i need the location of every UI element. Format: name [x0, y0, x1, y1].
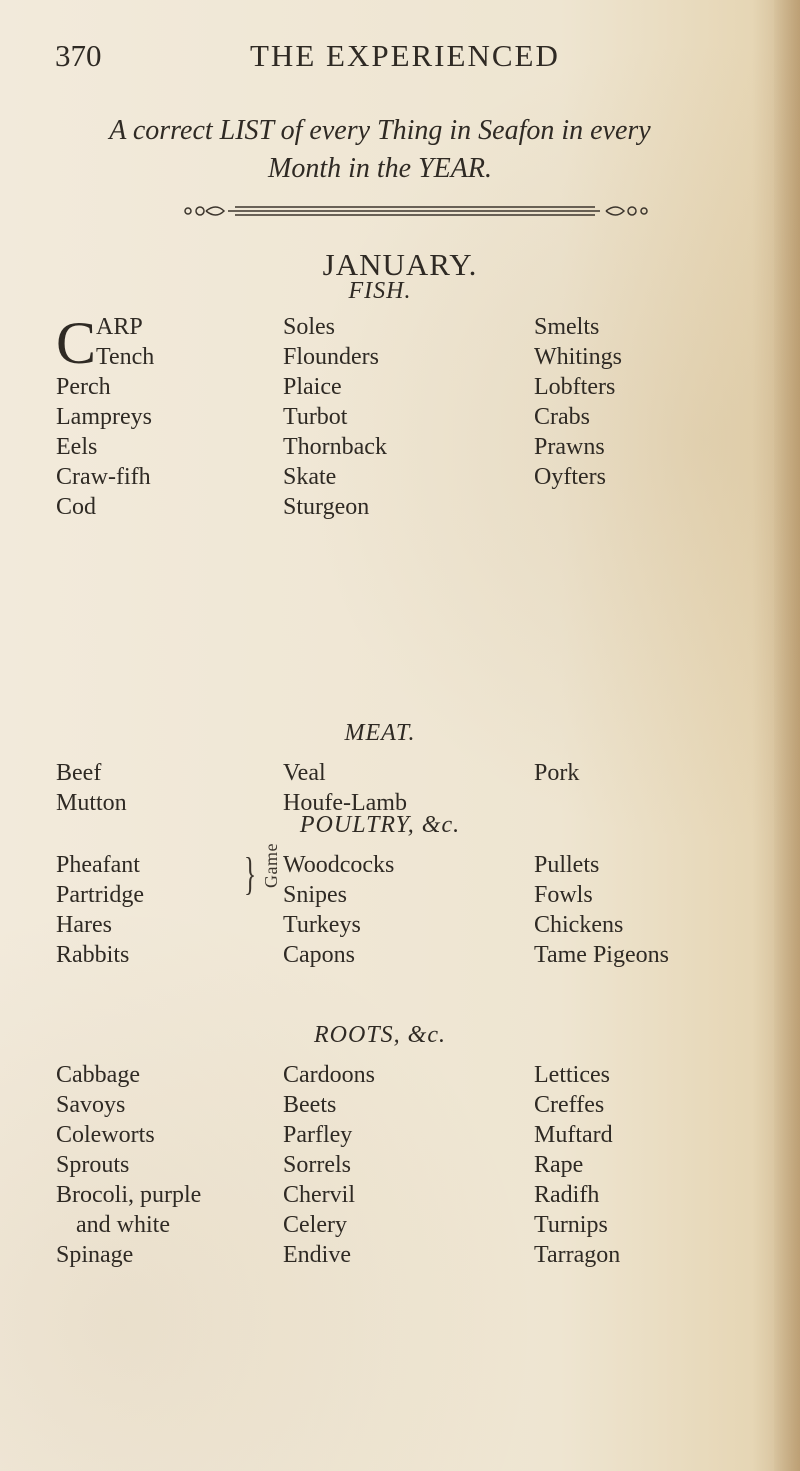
- fish-item: Sturgeon: [283, 494, 370, 520]
- roots-heading: ROOTS, &c.: [314, 1022, 446, 1048]
- meat-row: [0, 758, 800, 788]
- roots-row: [0, 1240, 800, 1270]
- running-title: THE EXPERIENCED: [250, 38, 560, 73]
- fish-item: Smelts: [534, 314, 600, 340]
- fish-item: Flounders: [283, 344, 379, 370]
- roots-item: Turnips: [534, 1212, 608, 1238]
- list-title-line-2: Month in the YEAR.: [268, 153, 492, 184]
- roots-row: [0, 1210, 800, 1240]
- poultry-item: Capons: [283, 942, 355, 968]
- poultry-row: [0, 940, 800, 970]
- roots-item: Spinage: [56, 1242, 134, 1268]
- roots-item: Endive: [283, 1242, 351, 1268]
- fish-row: [0, 342, 800, 372]
- roots-list: [0, 1060, 800, 1270]
- roots-item: Muftard: [534, 1122, 613, 1148]
- meat-list: [0, 758, 800, 818]
- fish-item: Skate: [283, 464, 337, 490]
- decorative-rule: [170, 199, 660, 223]
- fish-row: [0, 372, 800, 402]
- roots-item: Savoys: [56, 1092, 126, 1118]
- poultry-item: Fowls: [534, 882, 593, 908]
- fish-item: Thornback: [283, 434, 387, 460]
- meat-item: Beef: [56, 760, 102, 786]
- roots-item: Brocoli, purple: [56, 1182, 202, 1208]
- poultry-item: Pheafant: [56, 852, 140, 878]
- roots-item: Rape: [534, 1152, 584, 1178]
- game-bracket: }: [244, 848, 257, 899]
- poultry-row: [0, 850, 800, 880]
- fish-item: Tench: [96, 344, 155, 370]
- poultry-row: [0, 910, 800, 940]
- roots-row: [0, 1090, 800, 1120]
- fish-item: Turbot: [283, 404, 348, 430]
- poultry-item: Hares: [56, 912, 112, 938]
- fish-list: [0, 310, 800, 376]
- fish-heading: FISH.: [348, 278, 412, 304]
- roots-row: [0, 1060, 800, 1090]
- roots-item: and white: [76, 1212, 170, 1238]
- fish-row: [0, 432, 800, 462]
- fish-item: Plaice: [283, 374, 342, 400]
- roots-item: Sprouts: [56, 1152, 130, 1178]
- fish-row: [0, 462, 800, 492]
- fish-item: Craw-fifh: [56, 464, 151, 490]
- fish-row: [0, 492, 800, 522]
- poultry-list: [0, 850, 800, 970]
- poultry-item: Woodcocks: [283, 852, 395, 878]
- roots-item: Beets: [283, 1092, 337, 1118]
- poultry-item: Rabbits: [56, 942, 130, 968]
- poultry-item: Turkeys: [283, 912, 361, 938]
- fish-item: Soles: [283, 314, 336, 340]
- month-heading: JANUARY.: [322, 247, 478, 282]
- page-number: 370: [55, 38, 102, 73]
- roots-item: Celery: [283, 1212, 347, 1238]
- meat-item: Veal: [283, 760, 326, 786]
- roots-item: Radifh: [534, 1182, 600, 1208]
- poultry-item: Snipes: [283, 882, 348, 908]
- meat-item: Pork: [534, 760, 580, 786]
- roots-item: Cabbage: [56, 1062, 140, 1088]
- list-title-line-1: A correct LIST of every Thing in Seafon in every: [109, 115, 651, 146]
- roots-item: Coleworts: [56, 1122, 155, 1148]
- meat-heading: MEAT.: [344, 720, 416, 746]
- fish-item: Crabs: [534, 404, 590, 430]
- roots-item: Tarragon: [534, 1242, 621, 1268]
- fish-row: [0, 312, 800, 342]
- poultry-row: [0, 880, 800, 910]
- fish-row: [0, 402, 800, 432]
- fish-item: Prawns: [534, 434, 605, 460]
- roots-item: Lettices: [534, 1062, 610, 1088]
- roots-item: Chervil: [283, 1182, 355, 1208]
- fish-item: Perch: [56, 374, 111, 400]
- meat-item: Mutton: [56, 790, 127, 816]
- roots-item: Parfley: [283, 1122, 353, 1148]
- poultry-item: Tame Pigeons: [534, 942, 669, 968]
- roots-item: Sorrels: [283, 1152, 351, 1178]
- fish-item: ARP: [96, 314, 143, 340]
- roots-row: [0, 1150, 800, 1180]
- fish-item: Cod: [56, 494, 97, 520]
- roots-row: [0, 1180, 800, 1210]
- poultry-heading: POULTRY, &c.: [299, 812, 461, 838]
- poultry-item: Partridge: [56, 882, 144, 908]
- list-title: [0, 112, 760, 188]
- fish-item: Lampreys: [56, 404, 152, 430]
- poultry-item: Pullets: [534, 852, 600, 878]
- fish-item: Lobfters: [534, 374, 616, 400]
- roots-item: Creffes: [534, 1092, 605, 1118]
- fish-item: Eels: [56, 434, 98, 460]
- roots-item: Cardoons: [283, 1062, 375, 1088]
- fish-item: Oyfters: [534, 464, 606, 490]
- dropcap-c: C: [56, 310, 97, 376]
- game-label: Game: [261, 843, 281, 888]
- roots-row: [0, 1120, 800, 1150]
- poultry-item: Chickens: [534, 912, 624, 938]
- fish-list-continued: [0, 372, 800, 522]
- meat-item: Houfe-Lamb: [283, 790, 407, 816]
- fish-item: Whitings: [534, 344, 622, 370]
- page-header: [55, 38, 745, 98]
